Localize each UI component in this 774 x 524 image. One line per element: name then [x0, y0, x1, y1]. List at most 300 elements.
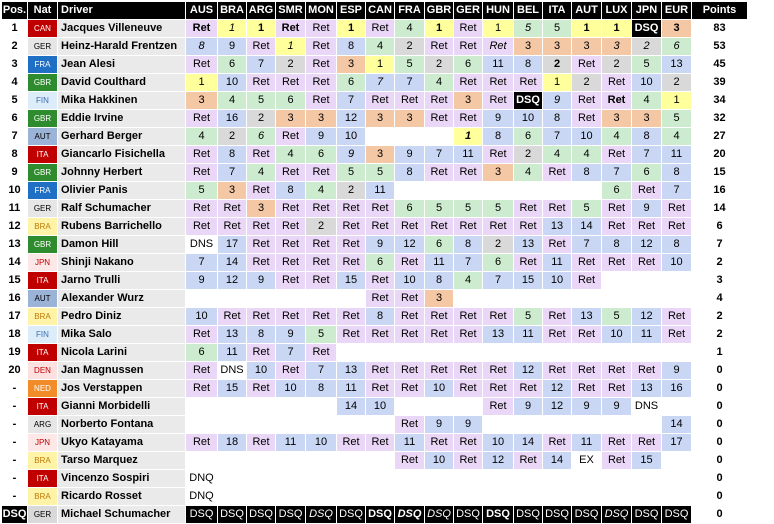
race-result-cell: DSQ: [662, 506, 692, 524]
race-result-cell: 6: [514, 128, 543, 146]
race-result-cell: [572, 290, 602, 308]
header-race: JPN: [632, 2, 662, 20]
race-result-cell: [337, 470, 366, 488]
race-result-cell: DNQ: [186, 470, 218, 488]
race-result-cell: 11: [662, 146, 692, 164]
race-result-cell: [186, 416, 218, 434]
race-result-cell: 12: [543, 398, 572, 416]
race-result-cell: 7: [276, 344, 306, 362]
race-result-cell: Ret: [306, 74, 337, 92]
race-result-cell: 14: [543, 452, 572, 470]
race-result-cell: [425, 128, 454, 146]
race-result-cell: 10: [337, 128, 366, 146]
race-result-cell: [483, 344, 514, 362]
race-result-cell: Ret: [186, 56, 218, 74]
race-result-cell: [425, 344, 454, 362]
race-result-cell: [337, 290, 366, 308]
position-cell: 20: [2, 362, 28, 380]
race-result-cell: [483, 470, 514, 488]
results-body: [2, 20, 748, 524]
driver-row: [2, 434, 748, 452]
race-result-cell: [395, 470, 425, 488]
race-result-cell: [306, 452, 337, 470]
race-result-cell: 11: [454, 146, 483, 164]
race-result-cell: 7: [602, 164, 632, 182]
driver-name: Alexander Wurz: [58, 290, 186, 308]
nationality-badge: FRA: [28, 56, 58, 74]
race-result-cell: [543, 416, 572, 434]
race-result-cell: Ret: [395, 92, 425, 110]
race-result-cell: 1: [218, 20, 247, 38]
race-result-cell: [454, 488, 483, 506]
position-cell: -: [2, 488, 28, 506]
race-result-cell: Ret: [602, 74, 632, 92]
race-result-cell: Ret: [454, 110, 483, 128]
race-result-cell: 9: [572, 398, 602, 416]
race-result-cell: 9: [425, 416, 454, 434]
race-result-cell: 12: [632, 236, 662, 254]
race-result-cell: DSQ: [632, 506, 662, 524]
race-result-cell: Ret: [186, 434, 218, 452]
race-result-cell: 12: [483, 452, 514, 470]
race-result-cell: 13: [218, 326, 247, 344]
race-result-cell: 13: [337, 362, 366, 380]
header-driver: Driver: [58, 2, 186, 20]
driver-name: Norberto Fontana: [58, 416, 186, 434]
race-result-cell: 11: [218, 344, 247, 362]
driver-name: Nicola Larini: [58, 344, 186, 362]
race-result-cell: 7: [425, 146, 454, 164]
race-result-cell: 2: [306, 218, 337, 236]
race-result-cell: [543, 344, 572, 362]
race-result-cell: Ret: [186, 110, 218, 128]
race-result-cell: [247, 398, 276, 416]
driver-row: [2, 182, 748, 200]
race-result-cell: 4: [602, 128, 632, 146]
driver-name: Ralf Schumacher: [58, 200, 186, 218]
driver-name: Gerhard Berger: [58, 128, 186, 146]
race-result-cell: DSQ: [395, 506, 425, 524]
race-result-cell: 8: [454, 236, 483, 254]
race-result-cell: 6: [276, 92, 306, 110]
race-result-cell: 8: [306, 380, 337, 398]
race-result-cell: Ret: [425, 218, 454, 236]
position-cell: 18: [2, 326, 28, 344]
race-result-cell: 1: [337, 20, 366, 38]
driver-row: [2, 506, 748, 524]
race-result-cell: Ret: [543, 200, 572, 218]
points-cell: 7: [692, 236, 748, 254]
race-result-cell: Ret: [454, 218, 483, 236]
position-cell: -: [2, 398, 28, 416]
race-result-cell: [483, 416, 514, 434]
race-result-cell: [662, 452, 692, 470]
race-result-cell: 11: [425, 254, 454, 272]
race-result-cell: Ret: [483, 146, 514, 164]
race-result-cell: Ret: [186, 20, 218, 38]
race-result-cell: 10: [425, 380, 454, 398]
driver-name: Shinji Nakano: [58, 254, 186, 272]
race-result-cell: DSQ: [366, 506, 395, 524]
race-result-cell: [276, 398, 306, 416]
race-result-cell: Ret: [337, 434, 366, 452]
race-result-cell: Ret: [514, 380, 543, 398]
driver-row: [2, 38, 748, 56]
race-result-cell: Ret: [395, 362, 425, 380]
race-result-cell: 18: [218, 434, 247, 452]
race-result-cell: Ret: [454, 38, 483, 56]
driver-row: [2, 272, 748, 290]
race-result-cell: 2: [543, 56, 572, 74]
driver-row: [2, 254, 748, 272]
nationality-badge: GBR: [28, 164, 58, 182]
race-result-cell: 1: [366, 56, 395, 74]
race-result-cell: Ret: [572, 254, 602, 272]
race-result-cell: [306, 398, 337, 416]
position-cell: 16: [2, 290, 28, 308]
race-result-cell: Ret: [602, 218, 632, 236]
race-result-cell: [632, 416, 662, 434]
race-result-cell: Ret: [366, 218, 395, 236]
race-result-cell: [366, 416, 395, 434]
race-result-cell: [425, 470, 454, 488]
points-cell: 20: [692, 146, 748, 164]
race-result-cell: Ret: [514, 74, 543, 92]
race-result-cell: [337, 488, 366, 506]
points-cell: 4: [692, 290, 748, 308]
race-result-cell: Ret: [186, 146, 218, 164]
race-result-cell: 4: [425, 74, 454, 92]
race-result-cell: 9: [543, 92, 572, 110]
race-result-cell: 3: [483, 164, 514, 182]
race-result-cell: 5: [602, 308, 632, 326]
nationality-badge: ITA: [28, 470, 58, 488]
race-result-cell: Ret: [306, 344, 337, 362]
race-result-cell: [276, 416, 306, 434]
position-cell: 6: [2, 110, 28, 128]
race-result-cell: [632, 290, 662, 308]
race-result-cell: 3: [218, 182, 247, 200]
race-result-cell: 6: [395, 200, 425, 218]
race-result-cell: [543, 182, 572, 200]
nationality-badge: FIN: [28, 326, 58, 344]
header-race: GBR: [425, 2, 454, 20]
race-result-cell: Ret: [543, 164, 572, 182]
race-result-cell: 13: [543, 218, 572, 236]
nationality-badge: GER: [28, 38, 58, 56]
race-result-cell: Ret: [602, 92, 632, 110]
race-result-cell: DSQ: [514, 92, 543, 110]
race-result-cell: 7: [306, 362, 337, 380]
position-cell: 9: [2, 164, 28, 182]
race-result-cell: 8: [337, 38, 366, 56]
header-race: EUR: [662, 2, 692, 20]
race-result-cell: Ret: [306, 92, 337, 110]
race-result-cell: 11: [483, 56, 514, 74]
header-race: AUS: [186, 2, 218, 20]
race-result-cell: [602, 470, 632, 488]
driver-row: [2, 110, 748, 128]
race-result-cell: [337, 452, 366, 470]
race-result-cell: 4: [543, 146, 572, 164]
nationality-badge: JPN: [28, 434, 58, 452]
header-race: GER: [454, 2, 483, 20]
race-result-cell: Ret: [514, 254, 543, 272]
race-result-cell: [247, 452, 276, 470]
race-result-cell: Ret: [483, 218, 514, 236]
race-result-cell: 5: [186, 182, 218, 200]
race-result-cell: [276, 452, 306, 470]
position-cell: 13: [2, 236, 28, 254]
header-race: MON: [306, 2, 337, 20]
race-result-cell: [247, 488, 276, 506]
race-result-cell: Ret: [186, 362, 218, 380]
race-result-cell: 1: [662, 92, 692, 110]
driver-name: Damon Hill: [58, 236, 186, 254]
header-race: ITA: [543, 2, 572, 20]
driver-row: [2, 236, 748, 254]
race-result-cell: [454, 182, 483, 200]
race-result-cell: 9: [454, 416, 483, 434]
race-result-cell: 1: [602, 20, 632, 38]
points-cell: 0: [692, 434, 748, 452]
race-result-cell: 9: [662, 362, 692, 380]
race-result-cell: 14: [662, 416, 692, 434]
race-result-cell: Ret: [337, 200, 366, 218]
driver-name: Tarso Marquez: [58, 452, 186, 470]
race-result-cell: 9: [366, 236, 395, 254]
driver-row: [2, 344, 748, 362]
race-result-cell: [306, 290, 337, 308]
race-result-cell: Ret: [572, 272, 602, 290]
race-result-cell: DNS: [632, 398, 662, 416]
race-result-cell: 17: [662, 434, 692, 452]
race-result-cell: 4: [186, 128, 218, 146]
race-result-cell: 2: [632, 38, 662, 56]
race-result-cell: Ret: [247, 308, 276, 326]
nationality-badge: CAN: [28, 20, 58, 38]
race-result-cell: DSQ: [276, 506, 306, 524]
race-result-cell: [543, 290, 572, 308]
championship-results-table: [1, 1, 748, 524]
driver-row: [2, 488, 748, 506]
race-result-cell: [337, 344, 366, 362]
race-result-cell: 6: [186, 344, 218, 362]
race-result-cell: [602, 344, 632, 362]
points-cell: 34: [692, 92, 748, 110]
race-result-cell: 6: [425, 236, 454, 254]
race-result-cell: Ret: [276, 200, 306, 218]
race-result-cell: Ret: [602, 434, 632, 452]
race-result-cell: [483, 488, 514, 506]
race-result-cell: 15: [218, 380, 247, 398]
race-result-cell: 11: [366, 182, 395, 200]
race-result-cell: Ret: [543, 362, 572, 380]
race-result-cell: 5: [514, 308, 543, 326]
race-result-cell: Ret: [337, 218, 366, 236]
header-race: BEL: [514, 2, 543, 20]
race-result-cell: Ret: [276, 308, 306, 326]
race-result-cell: [454, 398, 483, 416]
race-result-cell: [247, 470, 276, 488]
nationality-badge: BRA: [28, 308, 58, 326]
race-result-cell: Ret: [572, 56, 602, 74]
nationality-badge: AUT: [28, 290, 58, 308]
race-result-cell: Ret: [306, 308, 337, 326]
race-result-cell: 7: [543, 128, 572, 146]
position-cell: -: [2, 380, 28, 398]
driver-name: Eddie Irvine: [58, 110, 186, 128]
race-result-cell: 9: [218, 38, 247, 56]
race-result-cell: DSQ: [572, 506, 602, 524]
race-result-cell: 7: [366, 74, 395, 92]
header-race: CAN: [366, 2, 395, 20]
race-result-cell: 8: [602, 236, 632, 254]
race-result-cell: 8: [543, 110, 572, 128]
position-cell: 1: [2, 20, 28, 38]
driver-name: Mika Salo: [58, 326, 186, 344]
race-result-cell: DSQ: [602, 506, 632, 524]
race-result-cell: Ret: [425, 434, 454, 452]
race-result-cell: Ret: [454, 164, 483, 182]
points-cell: 0: [692, 470, 748, 488]
race-result-cell: DSQ: [218, 506, 247, 524]
race-result-cell: Ret: [662, 200, 692, 218]
race-result-cell: 9: [514, 398, 543, 416]
race-result-cell: Ret: [454, 74, 483, 92]
race-result-cell: 3: [276, 110, 306, 128]
header-race: SMR: [276, 2, 306, 20]
race-result-cell: 8: [247, 326, 276, 344]
driver-name: Michael Schumacher: [58, 506, 186, 524]
race-result-cell: 13: [662, 56, 692, 74]
race-result-cell: 5: [306, 326, 337, 344]
race-result-cell: Ret: [454, 308, 483, 326]
driver-row: [2, 92, 748, 110]
race-result-cell: 8: [395, 164, 425, 182]
race-result-cell: [366, 344, 395, 362]
nationality-badge: ITA: [28, 272, 58, 290]
driver-row: [2, 56, 748, 74]
race-result-cell: 3: [366, 146, 395, 164]
race-result-cell: Ret: [337, 308, 366, 326]
race-result-cell: 11: [632, 326, 662, 344]
race-result-cell: 4: [218, 92, 247, 110]
race-result-cell: DSQ: [483, 506, 514, 524]
points-cell: 0: [692, 488, 748, 506]
race-result-cell: 10: [186, 308, 218, 326]
race-result-cell: 14: [218, 254, 247, 272]
race-result-cell: DSQ: [425, 506, 454, 524]
race-result-cell: 5: [632, 56, 662, 74]
race-result-cell: 10: [247, 362, 276, 380]
race-result-cell: 8: [632, 128, 662, 146]
header-race: FRA: [395, 2, 425, 20]
race-result-cell: 6: [483, 254, 514, 272]
driver-name: Jacques Villeneuve: [58, 20, 186, 38]
nationality-badge: ITA: [28, 344, 58, 362]
header-race: AUT: [572, 2, 602, 20]
race-result-cell: 10: [395, 272, 425, 290]
race-result-cell: [662, 398, 692, 416]
race-result-cell: [337, 416, 366, 434]
race-result-cell: [572, 182, 602, 200]
race-result-cell: Ret: [483, 74, 514, 92]
race-result-cell: 3: [543, 38, 572, 56]
race-result-cell: Ret: [483, 38, 514, 56]
driver-row: [2, 128, 748, 146]
position-cell: 11: [2, 200, 28, 218]
race-result-cell: 1: [247, 20, 276, 38]
race-result-cell: Ret: [425, 92, 454, 110]
race-result-cell: [514, 470, 543, 488]
race-result-cell: [572, 344, 602, 362]
race-result-cell: Ret: [247, 182, 276, 200]
driver-name: Johnny Herbert: [58, 164, 186, 182]
points-cell: 39: [692, 74, 748, 92]
race-result-cell: Ret: [454, 434, 483, 452]
race-result-cell: Ret: [366, 92, 395, 110]
race-result-cell: 8: [662, 164, 692, 182]
race-result-cell: [186, 398, 218, 416]
race-result-cell: 6: [602, 182, 632, 200]
race-result-cell: 12: [632, 308, 662, 326]
race-result-cell: Ret: [632, 362, 662, 380]
position-cell: 10: [2, 182, 28, 200]
race-result-cell: 3: [662, 20, 692, 38]
race-result-cell: [425, 398, 454, 416]
race-result-cell: EX: [572, 452, 602, 470]
nationality-badge: DEN: [28, 362, 58, 380]
driver-row: [2, 380, 748, 398]
race-result-cell: Ret: [395, 452, 425, 470]
race-result-cell: 5: [662, 110, 692, 128]
race-result-cell: Ret: [276, 128, 306, 146]
race-result-cell: [306, 416, 337, 434]
driver-row: [2, 290, 748, 308]
race-result-cell: 7: [186, 254, 218, 272]
race-result-cell: 6: [247, 128, 276, 146]
race-result-cell: Ret: [395, 416, 425, 434]
race-result-cell: 4: [514, 164, 543, 182]
race-result-cell: 6: [306, 146, 337, 164]
header-race: HUN: [483, 2, 514, 20]
race-result-cell: Ret: [186, 218, 218, 236]
race-result-cell: Ret: [306, 254, 337, 272]
race-result-cell: Ret: [572, 92, 602, 110]
race-result-cell: Ret: [483, 362, 514, 380]
position-cell: 12: [2, 218, 28, 236]
race-result-cell: [572, 416, 602, 434]
race-result-cell: Ret: [602, 146, 632, 164]
race-result-cell: 8: [662, 236, 692, 254]
race-result-cell: 14: [337, 398, 366, 416]
race-result-cell: Ret: [306, 56, 337, 74]
nationality-badge: GBR: [28, 110, 58, 128]
driver-name: Gianni Morbidelli: [58, 398, 186, 416]
race-result-cell: Ret: [602, 254, 632, 272]
race-result-cell: Ret: [632, 218, 662, 236]
race-result-cell: [632, 488, 662, 506]
position-cell: -: [2, 434, 28, 452]
race-result-cell: [543, 470, 572, 488]
race-result-cell: 2: [276, 56, 306, 74]
race-result-cell: 9: [306, 128, 337, 146]
race-result-cell: Ret: [276, 272, 306, 290]
race-result-cell: Ret: [276, 164, 306, 182]
race-result-cell: Ret: [395, 326, 425, 344]
race-result-cell: [602, 290, 632, 308]
